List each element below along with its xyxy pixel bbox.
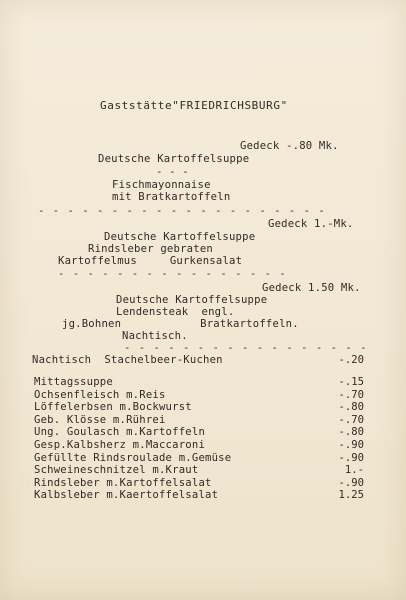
menu-item-name: Schweineschnitzel m.Kraut (34, 464, 199, 477)
menu-item-name: Ochsenfleisch m.Reis (34, 388, 166, 401)
gedeck-1-line: mit Bratkartoffeln (112, 191, 231, 203)
menu-item-price: -.90 (338, 451, 364, 464)
menu-item-price: -.90 (338, 476, 364, 489)
restaurant-title: Gaststätte"FRIEDRICHSBURG" (100, 99, 288, 112)
menu-item-price: -.70 (338, 413, 364, 426)
gedeck-3-header: Gedeck 1.50 Mk. (262, 282, 361, 294)
menu-item-name: Kalbsleber m.Kaertoffelsalat (34, 489, 219, 502)
menu-item-price: -.80 (338, 401, 364, 414)
menu-item-name: Mittagssuppe (34, 376, 113, 388)
gedeck-2-line: Kartoffelmus Gurkensalat (58, 255, 243, 267)
separator: - - - - - - - - - - - - - - - - - - - - (38, 205, 326, 217)
gedeck-1-line: Deutsche Kartoffelsuppe (98, 153, 250, 165)
gedeck-2-line: Rindsleber gebraten (88, 243, 213, 255)
menu-item-price: 1.- (344, 464, 364, 477)
gedeck-1-line: Fischmayonnaise (112, 179, 211, 191)
menu-item-name: Ung. Goulasch m.Kartoffeln (34, 426, 206, 439)
separator: - - - - - - - - - - - - - - - - - (124, 342, 368, 354)
menu-item-price: -.80 (338, 426, 364, 439)
menu-item-price: 1.25 (338, 489, 364, 502)
dessert-item: Nachtisch Stachelbeer-Kuchen (32, 354, 223, 366)
gedeck-3-line: Deutsche Kartoffelsuppe (116, 294, 268, 306)
gedeck-2-header: Gedeck 1.-Mk. (268, 218, 354, 230)
menu-item-name: Rindsleber m.Kartoffelsalat (34, 476, 212, 489)
gedeck-1-line: - - - (156, 166, 189, 178)
gedeck-3-line: jg.Bohnen Bratkartoffeln. (62, 318, 299, 330)
gedeck-1-header: Gedeck -.80 Mk. (240, 140, 339, 152)
gedeck-3-line: Nachtisch. (122, 330, 188, 342)
dessert-price: -.20 (338, 354, 364, 366)
menu-item-price: -.90 (338, 439, 364, 451)
gedeck-3-line: Lendensteak engl. (116, 306, 235, 318)
menu-item-name: Gefüllte Rindsroulade m.Gemüse (34, 451, 232, 464)
menu-item-name: Löffelerbsen m.Bockwurst (34, 401, 192, 414)
menu-item-name: Geb. Klösse m.Rührei (34, 413, 166, 426)
separator: - - - - - - - - - - - - - - - - (58, 268, 287, 280)
menu-item-price: -.70 (338, 388, 364, 401)
menu-item-price: -.15 (338, 376, 364, 388)
menu-item-name: Gesp.Kalbsherz m.Maccaroni (34, 439, 206, 451)
gedeck-2-line: Deutsche Kartoffelsuppe (104, 231, 256, 243)
